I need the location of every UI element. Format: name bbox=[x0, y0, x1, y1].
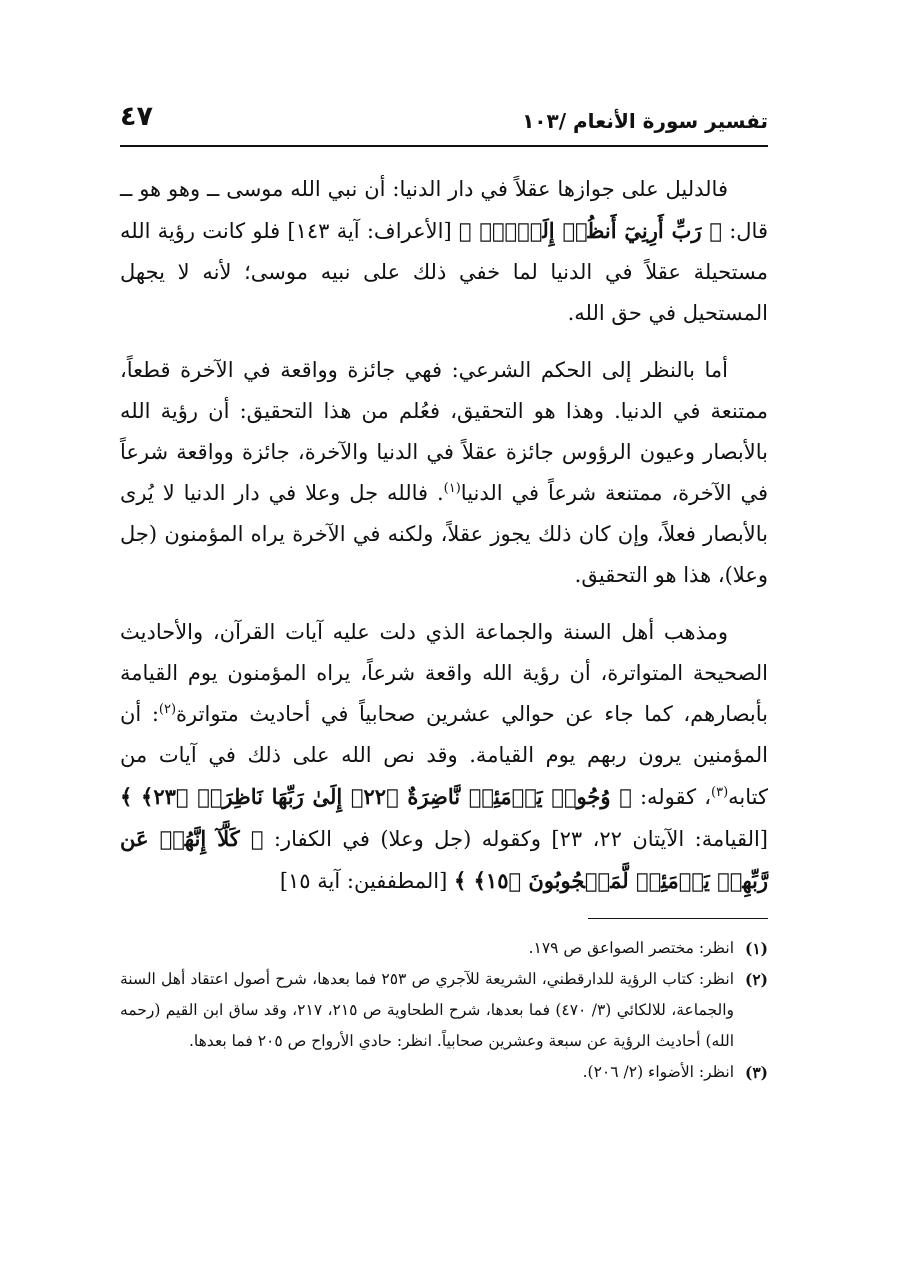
footnote-2 bbox=[120, 964, 768, 1057]
quran-verse-araf-143: ﴿ رَبِّ أَرِنِيٓ أَنظُرۡ إِلَيۡكَۚ ﴾ bbox=[458, 218, 722, 243]
book-page bbox=[120, 95, 768, 1175]
paragraph-2 bbox=[120, 350, 768, 596]
footnote-1-text: انظر: مختصر الصواعق ص ١٧٩. bbox=[528, 939, 734, 957]
footnote-3 bbox=[120, 1057, 768, 1088]
quran-verse-mutaffifin-15: ﴿ كَلَّآ إِنَّهُمۡ عَن رَّبِّهِمۡ يَوۡمَئِذٖ لَّمَحۡجُوبُونَ ﴿١٥﴾ ﴾ bbox=[120, 826, 768, 893]
footnote-3-number: (٣) bbox=[744, 1063, 768, 1082]
footnote-2-text: انظر: كتاب الرؤية للدارقطني، الشريعة للآجري ص ٢٥٣ فما بعدها، شرح أصول اعتقاد أهل السنة والجماعة، للالكائي (٣/ ٤٧٠) فما بعدها، شرح الطحاوية ص ٢١٥، ٢١٧، وقد ساق ابن القيم (رحمه الله) أحاديث الرؤية عن سبعة وعشرين صحابياً. انظر: حادي الأرواح ص ٢٠٥ فما بعدها. bbox=[120, 970, 735, 1050]
header-title: تفسير سورة الأنعام /١٠٣ bbox=[522, 109, 768, 133]
footnote-separator bbox=[588, 918, 768, 919]
paragraph-2-text-a: أما بالنظر إلى الحكم الشرعي: فهي جائزة وواقعة في الآخرة قطعاً، ممتنعة في الدنيا. وهذا هو التحقيق، فعُلم من هذا التحقيق: أن رؤية الله بالأبصار وعيون الرؤوس جائزة عقلاً في الدنيا والآخرة، جائزة وواقعة شرعاً في الآخرة، ممتنعة شرعاً في الدنيا bbox=[120, 358, 768, 505]
footnote-3-text: انظر: الأضواء (٢/ ٢٠٦). bbox=[582, 1063, 734, 1081]
body-text bbox=[120, 169, 768, 902]
paragraph-3-text-b: : أن المؤمنين يرون ربهم يوم القيامة. وقد نص الله على ذلك في آيات من كتابه bbox=[120, 702, 768, 809]
paragraph-3-text-a: ومذهب أهل السنة والجماعة الذي دلت عليه آيات القرآن، والأحاديث الصحيحة المتواترة، أن رؤية الله واقعة شرعاً، يراه المؤمنون يوم القيامة بأبصارهم، كما جاء عن حوالي عشرين صحابياً في أحاديث متواترة bbox=[120, 620, 768, 726]
footnote-1 bbox=[120, 933, 768, 964]
paragraph-3 bbox=[120, 612, 768, 902]
paragraph-1-text-a: فالدليل على جوازها عقلاً في دار الدنيا: أن نبي الله موسى ــ وهو هو ــ قال: bbox=[120, 177, 768, 243]
footnote-2-number: (٢) bbox=[744, 970, 768, 989]
paragraph-1 bbox=[120, 169, 768, 334]
footnote-ref-3: (٣) bbox=[711, 785, 729, 800]
paragraph-3-text-c: ، كقوله: bbox=[631, 785, 712, 809]
footnote-ref-2: (٢) bbox=[158, 702, 177, 717]
paragraph-2-text-b: . فالله جل وعلا في دار الدنيا لا يُرى بالأبصار فعلاً، وإن كان ذلك يجوز عقلاً، ولكنه في الآخرة يراه المؤمنون (جل وعلا)، هذا هو التحقيق. bbox=[120, 481, 768, 587]
footnote-ref-1: (١) bbox=[443, 481, 461, 496]
paragraph-3-text-d: [القيامة: الآيتان ٢٢، ٢٣] وكقوله (جل وعلا) في الكفار: bbox=[263, 827, 769, 851]
paragraph-3-text-e: [المطففين: آية ١٥] bbox=[279, 869, 454, 893]
paragraph-1-text-b: [الأعراف: آية ١٤٣] فلو كانت رؤية الله مستحيلة عقلاً في الدنيا لما خفي ذلك على نبيه موسى؛ لأنه لا يجهل المستحيل في حق الله. bbox=[120, 219, 768, 325]
footnotes bbox=[120, 933, 768, 1088]
page-number: ٤٧ bbox=[120, 101, 153, 132]
footnote-1-number: (١) bbox=[744, 939, 768, 958]
quran-verse-qiyamah-22-23: ﴿ وُجُوهٞ يَوۡمَئِذٖ نَّاضِرَةٌ ﴿٢٢﴾ إِلَىٰ رَبِّهَا نَاظِرَةٞ ﴿٢٣﴾ ﴾ bbox=[120, 784, 632, 809]
running-header bbox=[120, 95, 768, 147]
